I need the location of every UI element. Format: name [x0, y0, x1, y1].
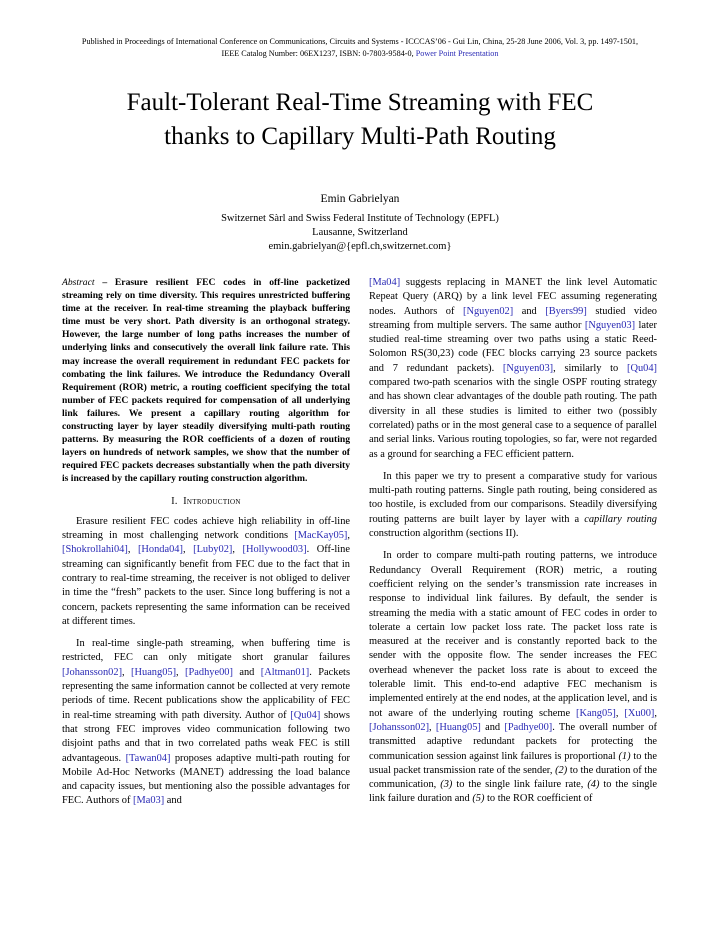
citation-link[interactable]: [Hollywood03] [242, 544, 307, 556]
abstract [62, 276, 350, 486]
citation-link[interactable]: [Huang05] [435, 721, 481, 733]
text-run: , [615, 707, 625, 719]
text-run: shows that strong FEC improves video communication following two disjoint paths and that in two correlated paths weak FEC is still advantageous. [62, 709, 350, 764]
author-email: emin.gabrielyan@{epfl.ch,switzernet.com} [268, 241, 452, 252]
emphasis: (5) [472, 793, 485, 805]
paper-title-line-2: thanks to Capillary Multi-Path Routing [164, 123, 556, 150]
emphasis: (4) [587, 779, 600, 791]
emphasis: capillary routing [584, 513, 658, 525]
citation-link[interactable]: [Kang05] [576, 707, 616, 719]
text-run: , [182, 544, 194, 556]
text-run: , [127, 544, 138, 556]
text-run: and [232, 666, 261, 678]
right-paragraph-2 [369, 470, 657, 541]
text-run: , [176, 666, 186, 678]
emphasis: (3) [440, 779, 453, 791]
abstract-text: – Erasure resilient FEC codes in off-line packetized streaming rely on time diversity. This requires unrestricted buffering time at the receiver. In real-time streaming the playback buffering time must be very short. Path diversity is an orthogonal strategy. However, the large number of long paths increases the number of underlying links and consecutively the overall link failure rate. This may increase the overall requirement in redundant FEC packets for combating the link failures. We introduce the Redundancy Overall Requirement (ROR) metric, a routing coefficient specifying the total number of FEC packets required for compensation of all underlying link failures. We present a capillary routing algorithm for constructing layer by layer steadily diversifying multi-path routing patterns. By measuring the ROR coefficients of a dozen of routing layers on hundreds of network samples, we show that the number of required FEC packets decreases substantially when the path diversity is increased by the capillary routing construction algorithm. [62, 277, 350, 485]
text-run: to the single link failure rate, [452, 779, 588, 791]
citation-link[interactable]: [Huang05] [131, 666, 177, 678]
text-run: In real-time single-path streaming, when buffering time is restricted, FEC can only mitigate short granular failures [62, 638, 350, 664]
text-run: . Packets representing the same information cannot be collected at very remote periods of time. Recent publications show the applicability of FEC in real-time streaming with path diversity. Author of [62, 666, 350, 721]
author-block [60, 192, 660, 254]
text-run: , similarly to [553, 362, 627, 374]
citation-link[interactable]: [Ma04] [369, 277, 401, 288]
citation-link[interactable]: [Altman01] [260, 666, 310, 678]
text-run: to the single link failure duration and [369, 779, 657, 805]
citation-link[interactable]: [Nguyen03] [502, 362, 554, 374]
text-run: to the usual packet transmission rate of the sender, [369, 750, 657, 776]
author-affiliation: Switzernet Sàrl and Swiss Federal Institute of Technology (EPFL) [221, 213, 499, 224]
header-line-2-text: IEEE Catalog Number: 06EX1237, ISBN: 0-7803-9584-0, [221, 49, 416, 58]
text-run: , [654, 707, 657, 719]
text-run: , [232, 544, 243, 556]
text-run: Erasure resilient FEC codes achieve high reliability in off-line streaming in most challenging network conditions [62, 515, 350, 542]
text-run: In this paper we try to present a comparative study for various multi-path routing patterns. Single path routing, being considered as too hostile, is excluded from our comparisons. Steadily diversifying routing patterns are built layer by layer with a [369, 470, 657, 525]
citation-link[interactable]: [Xu00] [624, 707, 655, 719]
intro-paragraph-2 [62, 637, 350, 809]
section-title: Introduction [183, 495, 241, 507]
citation-link[interactable]: [Ma03] [133, 795, 165, 807]
text-run: construction algorithm (sections II). [369, 528, 519, 540]
citation-link[interactable]: [MacKay05] [294, 530, 348, 542]
citation-link[interactable]: [Johansson02] [62, 666, 123, 678]
intro-paragraph-1 [62, 515, 350, 629]
text-run: and [480, 721, 505, 733]
presentation-link[interactable]: Power Point Presentation [415, 49, 499, 58]
citation-link[interactable]: [Shokrollahi04] [62, 544, 128, 556]
text-run: to the ROR coefficient of [484, 793, 593, 805]
citation-link[interactable]: [Byers99] [545, 305, 587, 317]
publication-header [20, 36, 700, 60]
citation-link[interactable]: [Padhye00] [504, 721, 553, 733]
paper-title-line-1: Fault-Tolerant Real-Time Streaming with FEC [126, 89, 594, 116]
header-line-2 [20, 48, 700, 60]
text-run: , [429, 721, 436, 733]
author-location: Lausanne, Switzerland [312, 227, 408, 238]
text-run: suggests replacing in MANET the link level Automatic Repeat Query (ARQ) by a link level FEC assuming regenerating nodes. Authors of [369, 277, 657, 317]
citation-link[interactable]: [Qu04] [290, 709, 321, 721]
citation-link[interactable]: [Honda04] [137, 544, 183, 556]
left-column [62, 276, 350, 817]
text-run: . The overall number of transmitted adaptive redundant packets for protecting the communication session against link failures is proportional [369, 721, 657, 762]
citation-link[interactable]: [Luby02] [193, 544, 233, 556]
citation-link[interactable]: [Padhye00] [185, 666, 233, 678]
section-numeral: I. [171, 495, 178, 507]
abstract-label: Abstract [62, 277, 95, 288]
header-line-1: Published in Proceedings of International Conference on Communications, Circuits and Systems - ICCCAS’06 - Gui Lin, China, 25-28 June 2006, Vol. 3, pp. 1497-1501, [81, 37, 639, 46]
text-run: and [513, 305, 546, 317]
paper-title [40, 86, 680, 154]
citation-link[interactable]: [Nguyen02] [463, 305, 514, 317]
text-run: In order to compare multi-path routing patterns, we introduce Redundancy Overall Requirement (ROR) metric, a routing coefficient relying on the sender’s transmission rate increases in response to individual link failures. By default, the sender is streaming the media with a static amount of FEC codes in order to tolerate a certain low packet loss rate. The packet loss rate is measured at the receiver and is constantly reported back to the sender with the opposite flow. The sender increases the FEC overhead whenever the packet loss rate is about to exceed the tolerable limit. This end-to-end adaptive FEC mechanism is implemented entirely at the end nodes, at the application level, and is not aware of the underlying routing scheme [369, 550, 657, 719]
emphasis: (1) [618, 750, 631, 762]
text-run: , [347, 530, 350, 542]
right-paragraph-1 [369, 276, 657, 462]
right-column [369, 276, 657, 815]
text-run: proposes adaptive multi-path routing for Mobile Ad-Hoc Networks (MANET) addressing the load balance and capacity issues, but mentioning also the possible advantages for FEC. Authors of [62, 752, 351, 807]
citation-link[interactable]: [Nguyen03] [584, 319, 636, 331]
text-run: , [122, 666, 132, 678]
text-run: compared two-path scenarios with the single OSPF routing strategy and has shown clear advantages of the double path routing. The path diversity in all these studies is limited to either two (possibly correlated) paths or in the most general case to a sequence of parallel and serial links. Various routing topologies, so far, were not regarded as a ground for searching a FEC efficient pattern. [369, 377, 657, 460]
right-paragraph-3 [369, 549, 657, 806]
citation-link[interactable]: [Qu04] [626, 362, 657, 374]
text-run: to the duration of the communication, [369, 764, 658, 791]
author-name: Emin Gabrielyan [320, 193, 400, 205]
text-run: studied video streaming from multiple servers. The same author [369, 305, 658, 331]
text-run: . Off-line streaming can significantly benefit from FEC due to the fact that in contrary to real-time streaming, the receiver is not obliged to deliver in time the “fresh” packets to the user. Since long buffering is not a concern, packets representing the same information can be received at different times. [62, 544, 350, 627]
section-heading-introduction [62, 495, 350, 509]
text-run: and [164, 795, 182, 807]
text-run: later studied real-time streaming over two paths using a static Reed-Solomon RS(30,23) code (FEC blocks carrying 23 source packets and 7 redundant packets). [369, 319, 658, 374]
citation-link[interactable]: [Johansson02] [369, 721, 430, 733]
emphasis: (2) [555, 764, 568, 776]
citation-link[interactable]: [Tawan04] [125, 752, 171, 764]
